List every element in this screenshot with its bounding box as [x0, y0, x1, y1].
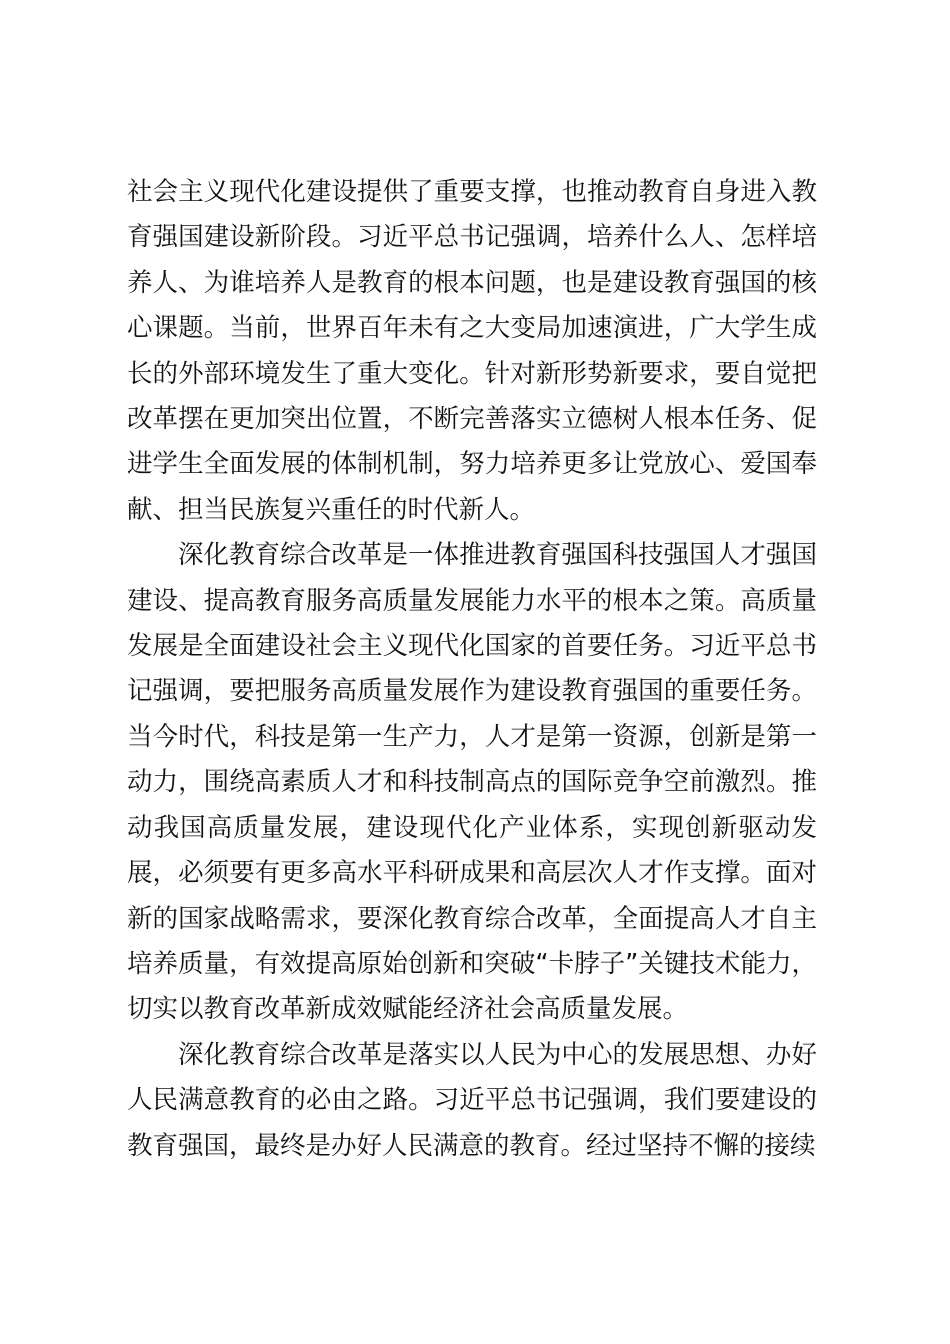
paragraph-reform-people-satisfaction: 深化教育综合改革是落实以人民为中心的发展思想、办好人民满意教育的必由之路。习近平总书记强调，我们要建设的教育强国，最终是办好人民满意的教育。经过坚持不懈的接续 — [127, 1039, 817, 1161]
document-body — [127, 170, 817, 1169]
paragraph-reform-high-quality-development: 深化教育综合改革是一体推进教育强国科技强国人才强国建设、提高教育服务高质量发展能力水平的根本之策。高质量发展是全面建设社会主义现代化国家的首要任务。习近平总书记强调，要把服务高质量发展作为建设教育强国的重要任务。当今时代，科技是第一生产力，人才是第一资源，创新是第一动力，围绕高素质人才和科技制高点的国际竞争空前激烈。推动我国高质量发展，建设现代化产业体系，实现创新驱动发展，必须要有更多高水平科研成果和高层次人才作支撑。面对新的国家战略需求，要深化教育综合改革，全面提高人才自主培养质量，有效提高原始创新和突破“卡脖子”关键技术能力，切实以教育改革新成效赋能经济社会高质量发展。 — [127, 540, 817, 1025]
paragraph-continuation: 社会主义现代化建设提供了重要支撑，也推动教育自身进入教育强国建设新阶段。习近平总书记强调，培养什么人、怎样培养人、为谁培养人是教育的根本问题，也是建设教育强国的核心课题。当前，世界百年未有之大变局加速演进，广大学生成长的外部环境发生了重大变化。针对新形势新要求，要自觉把改革摆在更加突出位置，不断完善落实立德树人根本任务、促进学生全面发展的体制机制，努力培养更多让党放心、爱国奉献、担当民族复兴重任的时代新人。 — [127, 177, 817, 525]
